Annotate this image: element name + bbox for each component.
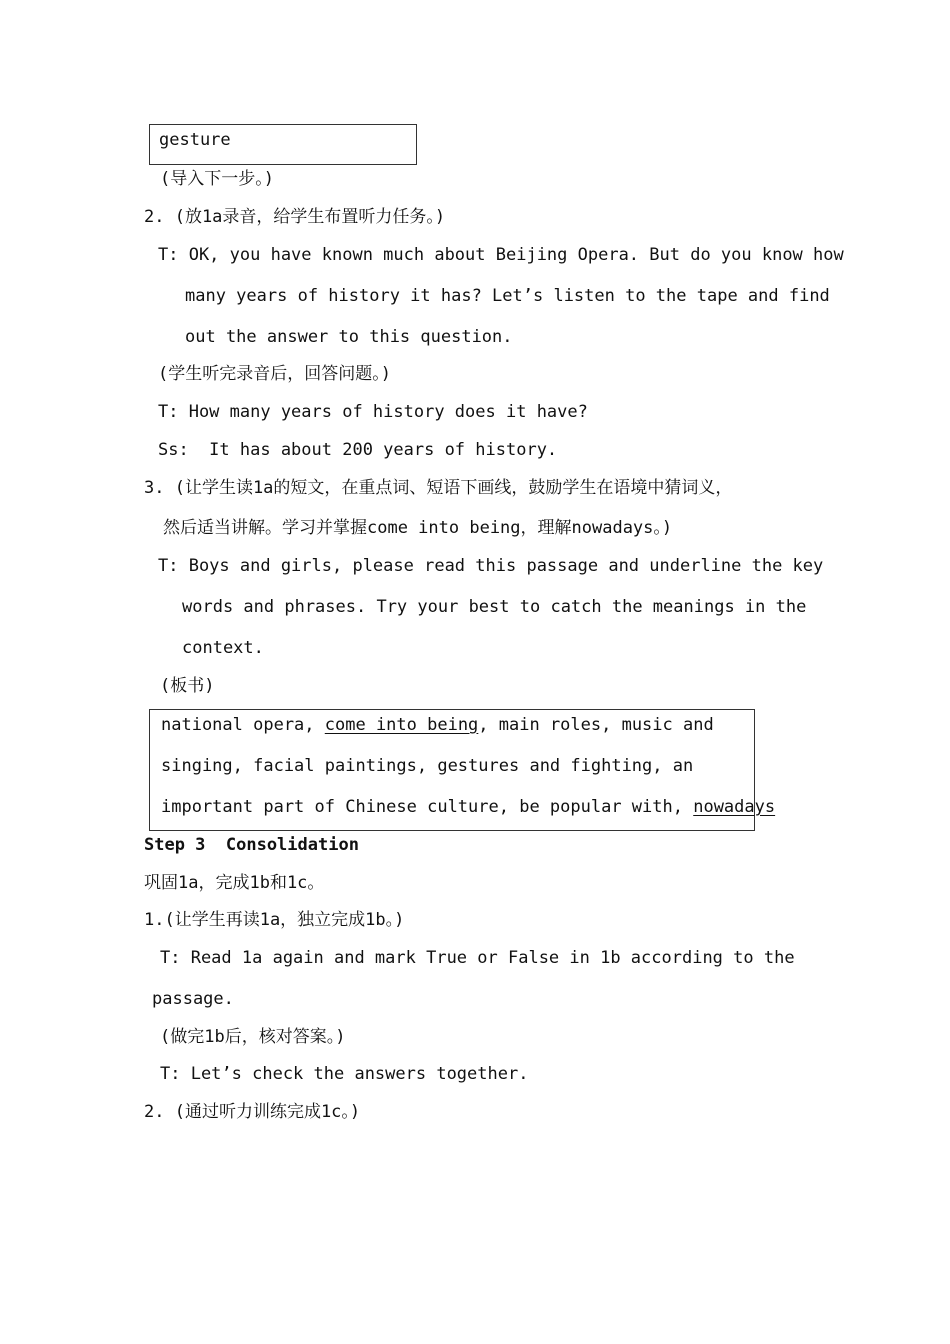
blackboard-row: national opera, come into being, main roles, music and bbox=[161, 715, 714, 735]
dialogue-line: passage. bbox=[152, 989, 234, 1009]
dialogue-line: T: OK, you have known much about Beijing Opera. But do you know how bbox=[158, 245, 844, 265]
dialogue-line: many years of history it has? Let’s listen to the tape and find bbox=[185, 286, 830, 306]
vocabulary-box bbox=[149, 124, 417, 165]
underlined-phrase: come into being bbox=[324, 715, 479, 735]
instruction-line: 2. (通过听力训练完成1c。) bbox=[144, 1102, 361, 1122]
dialogue-line: T: Boys and girls, please read this passage and underline the key bbox=[158, 556, 824, 576]
dialogue-line: T: How many years of history does it have? bbox=[158, 402, 588, 422]
dialogue-line: context. bbox=[182, 638, 264, 658]
dialogue-line: words and phrases. Try your best to catch the meanings in the bbox=[182, 597, 807, 617]
dialogue-line: T: Read 1a again and mark True or False in 1b according to the bbox=[160, 948, 795, 968]
section-heading: Step 3 Consolidation bbox=[144, 835, 359, 855]
instruction-line: (导入下一步。) bbox=[160, 169, 274, 189]
blackboard-row: singing, facial paintings, gestures and fighting, an bbox=[161, 756, 694, 776]
dialogue-line: out the answer to this question. bbox=[185, 327, 513, 347]
blackboard-row: important part of Chinese culture, be popular with, nowadays bbox=[161, 797, 776, 817]
instruction-line: (学生听完录音后，回答问题。) bbox=[158, 364, 391, 384]
instruction-line: 1.(让学生再读1a，独立完成1b。) bbox=[144, 910, 405, 930]
vocabulary-word: gesture bbox=[159, 130, 231, 150]
instruction-line: (板书) bbox=[160, 676, 215, 696]
blackboard-box bbox=[149, 709, 776, 831]
dialogue-line: Ss: It has about 200 years of history. bbox=[158, 440, 558, 460]
underlined-phrase: nowadays bbox=[693, 797, 776, 817]
instruction-line: 巩固1a，完成1b和1c。 bbox=[144, 873, 325, 893]
instruction-line: 3. (让学生读1a的短文，在重点词、短语下画线，鼓励学生在语境中猜词义， bbox=[144, 478, 733, 498]
instruction-line: 然后适当讲解。学习并掌握come into being，理解nowadays。) bbox=[163, 518, 673, 538]
instruction-line: (做完1b后，核对答案。) bbox=[160, 1027, 346, 1047]
instruction-line: 2. (放1a录音，给学生布置听力任务。) bbox=[144, 207, 446, 227]
dialogue-line: T: Let’s check the answers together. bbox=[160, 1064, 529, 1084]
